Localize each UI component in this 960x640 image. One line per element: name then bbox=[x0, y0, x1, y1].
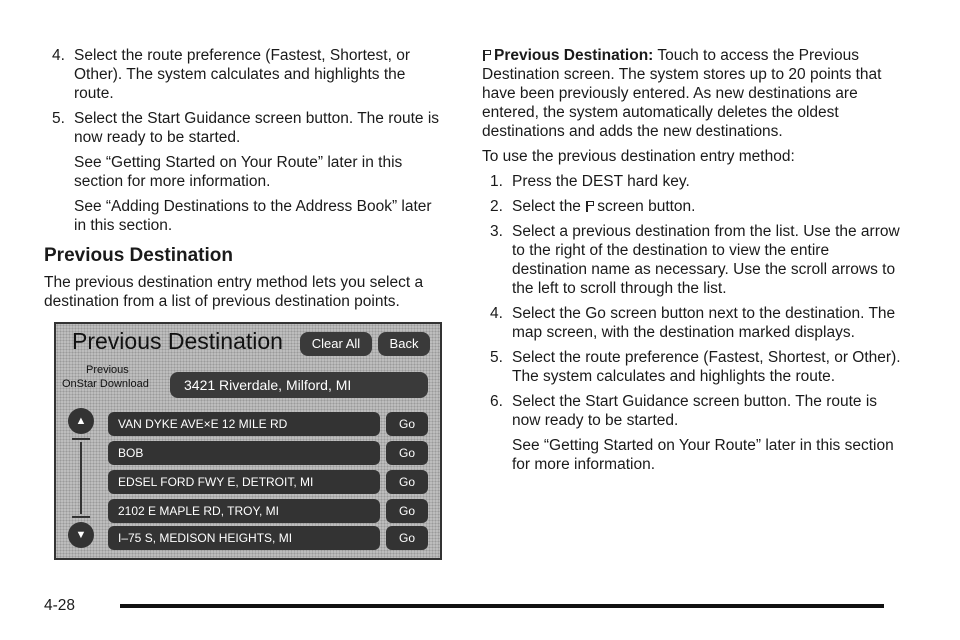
step-number: 5. bbox=[52, 110, 65, 127]
see-reference: See “Getting Started on Your Route” later in this section for more information. bbox=[74, 154, 403, 190]
step-number: 2. bbox=[490, 198, 503, 215]
step-text-post: screen button. bbox=[597, 198, 696, 215]
destination-row[interactable]: BOB bbox=[108, 441, 380, 465]
step-text: Select the Start Guidance screen button. The route is now ready to be started. bbox=[512, 393, 878, 429]
step-number: 4. bbox=[52, 47, 65, 64]
step-text: Select the Start Guidance screen button. The route is now ready to be started. bbox=[74, 110, 440, 146]
step-text: Select a previous destination from the list. Use the arrow to the right of the destination to view the entire destination name as necessary. Use the scroll arrows to the left to scroll through the list. bbox=[512, 223, 900, 297]
onstar-download-label[interactable]: OnStar Download bbox=[62, 378, 149, 390]
step-text: Press the DEST hard key. bbox=[512, 173, 690, 190]
term-label: Previous Destination: bbox=[494, 47, 654, 64]
step-6 bbox=[482, 392, 902, 430]
step-number: 6. bbox=[490, 393, 503, 410]
destination-row[interactable]: VAN DYKE AVE×E 12 MILE RD bbox=[108, 412, 380, 436]
selected-address-bar[interactable]: 3421 Riverdale, Milford, MI bbox=[170, 372, 428, 398]
destination-row[interactable]: I–75 S, MEDISON HEIGHTS, MI bbox=[108, 526, 380, 550]
scroll-cap bbox=[72, 516, 90, 518]
step-number: 1. bbox=[490, 173, 503, 190]
flag-icon bbox=[482, 50, 491, 61]
go-button[interactable]: Go bbox=[386, 412, 428, 436]
step-3 bbox=[482, 222, 902, 298]
scroll-cap bbox=[72, 438, 90, 440]
step-text-pre: Select the bbox=[512, 198, 581, 215]
term-description: Touch to access the Previous Destination screen. The system stores up to 20 points that have been previously entered. As new destinations are entered, the system automatically deletes the oldest destinations and adds the new destinations. bbox=[482, 47, 882, 140]
destination-row[interactable]: EDSEL FORD FWY E, DETROIT, MI bbox=[108, 470, 380, 494]
screen-title: Previous Destination bbox=[72, 328, 283, 354]
clear-all-button[interactable]: Clear All bbox=[300, 332, 372, 356]
page-number: 4-28 bbox=[44, 597, 76, 614]
see-reference: See “Adding Destinations to the Address Book” later in this section. bbox=[74, 198, 432, 234]
previous-destination-description bbox=[482, 46, 902, 141]
back-button[interactable]: Back bbox=[378, 332, 430, 356]
scroll-down-icon[interactable]: ▼ bbox=[68, 522, 94, 548]
go-button[interactable]: Go bbox=[386, 526, 428, 550]
intro-paragraph: The previous destination entry method lets you select a destination from a list of previous destination points. bbox=[44, 274, 424, 310]
step-5 bbox=[44, 109, 444, 147]
see-reference: See “Getting Started on Your Route” later in this section for more information. bbox=[512, 437, 894, 473]
scroll-track bbox=[80, 442, 82, 514]
go-button[interactable]: Go bbox=[386, 499, 428, 523]
step-text: Select the route preference (Fastest, Shortest, or Other). The system calculates and highlights the route. bbox=[512, 349, 901, 385]
section-heading: Previous Destination bbox=[44, 245, 233, 266]
step-5 bbox=[482, 348, 902, 386]
step-number: 3. bbox=[490, 223, 503, 240]
previous-label[interactable]: Previous bbox=[86, 364, 129, 376]
step-number: 4. bbox=[490, 305, 503, 322]
step-text: Select the Go screen button next to the destination. The map screen, with the destination marked displays. bbox=[512, 305, 896, 341]
left-column bbox=[44, 46, 444, 317]
destination-row[interactable]: 2102 E MAPLE RD, TROY, MI bbox=[108, 499, 380, 523]
flag-icon bbox=[585, 201, 594, 212]
go-button[interactable]: Go bbox=[386, 441, 428, 465]
footer-rule bbox=[120, 604, 884, 608]
scroll-up-icon[interactable]: ▲ bbox=[68, 408, 94, 434]
instruction-lead: To use the previous destination entry method: bbox=[482, 148, 795, 165]
step-2 bbox=[482, 197, 902, 216]
step-4 bbox=[44, 46, 444, 103]
previous-destination-screen bbox=[54, 322, 442, 560]
step-4 bbox=[482, 304, 902, 342]
step-1 bbox=[482, 172, 902, 191]
step-text: Select the route preference (Fastest, Shortest, or Other). The system calculates and highlights the route. bbox=[74, 47, 410, 102]
go-button[interactable]: Go bbox=[386, 470, 428, 494]
step-number: 5. bbox=[490, 349, 503, 366]
right-column bbox=[482, 46, 902, 480]
